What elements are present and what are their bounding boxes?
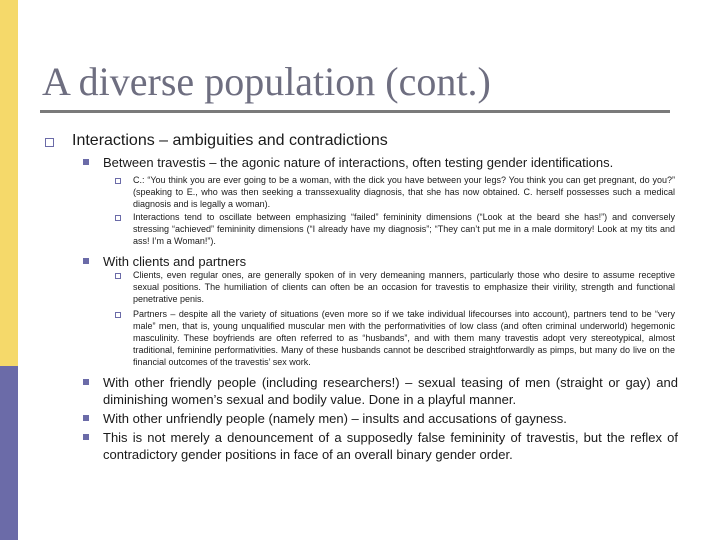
slide-title: A diverse population (cont.) — [42, 59, 491, 104]
bullet-square-icon — [83, 415, 89, 421]
bullet-square-icon — [115, 215, 121, 221]
list-item-partners-detail: Partners – despite all the variety of situations (even more so if we take individual lifecourses into account), partners tend to be “very male” men, that is, young unqualified muscular men with the performativities of low class (and often criminal underworld) hegemonic masculinity. These boyfriends are often referred to as “husbands”, and with them many travestis adopt very stereotypical, almost traditional, feminine performativities. Many of these husbands cannot be described straightforwardly as pimps, but many do live on the financial outcomes of the travestis’ sex work. — [133, 309, 675, 367]
bullet-square-icon — [115, 312, 121, 318]
bullet-square-icon — [83, 434, 89, 440]
list-item-friendly: With other friendly people (including researchers!) – sexual teasing of men (straight or gay) and diminishing women’s sexual and bodily value. Done in a playful manner. — [103, 375, 678, 407]
list-item-clients-detail: Clients, even regular ones, are generally spoken of in very demeaning manners, particularly those who desire to assume receptive sexual positions. The humiliation of clients can often be an occasion for travestis to emphasize their virility, strength and functional penetrative penis. — [133, 270, 675, 304]
list-item-clients: With clients and partners — [103, 254, 247, 269]
bullet-square-icon — [83, 379, 89, 385]
title-divider — [40, 110, 670, 113]
left-accent-bar-lower — [0, 366, 18, 540]
bullet-square-icon — [45, 138, 54, 147]
bullet-square-icon — [83, 159, 89, 165]
list-item-quote-c: C.: “You think you are ever going to be a woman, with the dick you have between your legs? You think you can get pregnant, do you?” (speaking to E., who was then seeking a transsexuality diagnosis, that she has now obtained. C. herself possesses such a medical diagnosis and is legally a woman). — [133, 175, 675, 209]
list-item-conclusion: This is not merely a denouncement of a supposedly false femininity of travestis, but the reflex of contradictory gender positions in face of an overall binary gender order. — [103, 430, 678, 462]
list-item-travestis: Between travestis – the agonic nature of interactions, often testing gender identifications. — [103, 155, 614, 170]
list-item-unfriendly: With other unfriendly people (namely men) – insults and accusations of gayness. — [103, 411, 567, 426]
list-item-oscillation: Interactions tend to oscillate between emphasizing “failed” femininity dimensions (“Look at the beard she has!”) and conversely stressing “achieved” femininity dimensions (“I already have my diagnosis”; “They can’t put me in a male dormitory! Look at my tits and ass! I’m a Woman!”). — [133, 212, 675, 246]
bullet-square-icon — [115, 273, 121, 279]
section-heading: Interactions – ambiguities and contradictions — [72, 132, 388, 149]
bullet-square-icon — [115, 178, 121, 184]
bullet-square-icon — [83, 258, 89, 264]
